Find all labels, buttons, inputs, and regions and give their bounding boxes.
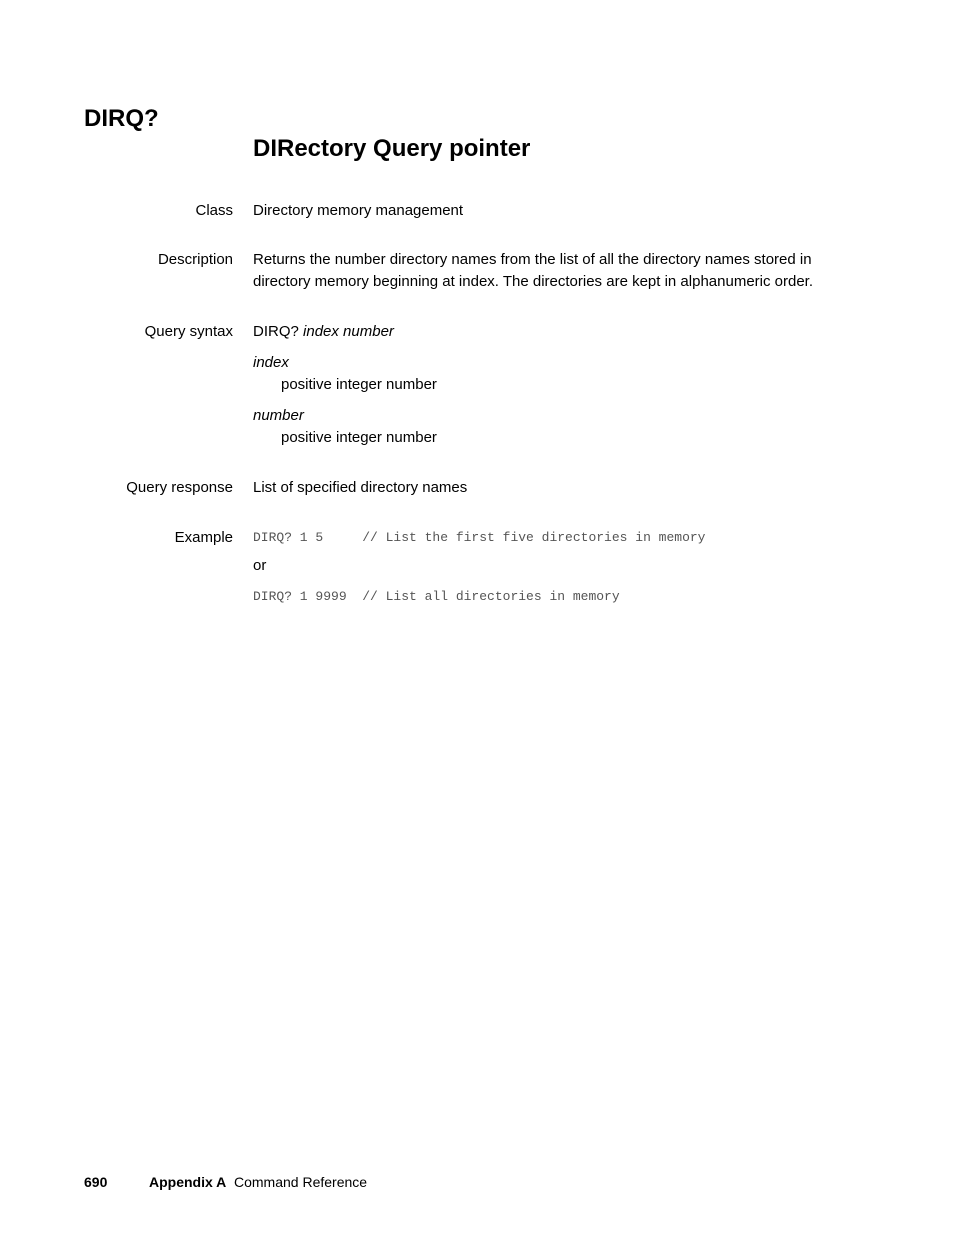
example-or: or [253,557,267,574]
param-desc-index: positive integer number [281,376,437,393]
query-syntax-args: index number [303,323,394,340]
param-name-number: number [253,407,304,424]
query-syntax-line [253,321,853,343]
description-label: Description [157,251,233,268]
page-number: 690 [84,1174,108,1190]
class-text: Directory memory management [253,202,464,219]
class-label: Class [195,202,233,219]
footer-appendix: Appendix A [149,1174,227,1190]
example-label: Example [174,529,233,546]
query-response-label: Query response [126,479,233,496]
example-code-line-2: DIRQ? 1 9999 // List all directories in memory [253,589,620,604]
footer-section: Command Reference [234,1174,368,1190]
example-code-line-1: DIRQ? 1 5 // List the first five directories in memory [253,530,706,545]
description-text: Returns the number directory names from the list of all the directory names stored in directory memory beginning at index. The directories are kept in alphanumeric order. [253,251,814,290]
param-name-index: index [253,354,289,371]
param-desc-number: positive integer number [281,429,437,446]
command-name: DIRQ? [84,105,159,132]
query-syntax-label: Query syntax [144,323,233,340]
query-response-text: List of specified directory names [253,479,468,496]
query-syntax-command: DIRQ? [253,323,304,340]
command-title: DIRectory Query pointer [253,135,531,162]
